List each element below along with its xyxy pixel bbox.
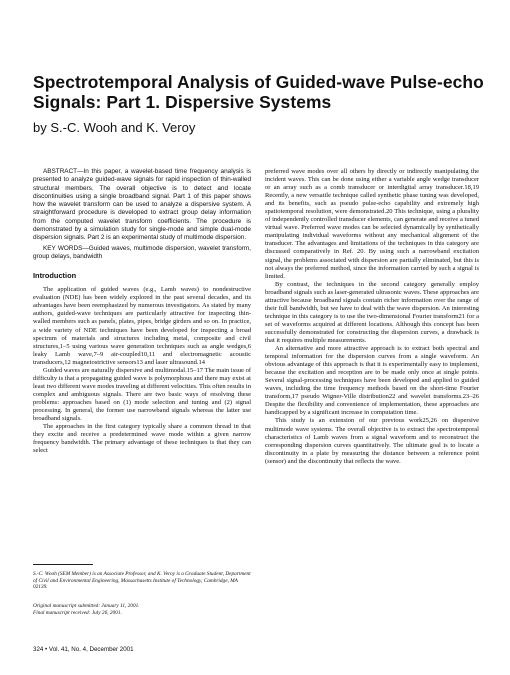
paper-title: Spectrotemporal Analysis of Guided-wave Pulse-echo Signals: Part 1. Dispersive Systems	[33, 72, 484, 112]
section-heading-introduction: Introduction	[33, 271, 77, 281]
intro-paragraph-2: Guided waves are naturally dispersive and multimodal.15–17 The main issue of difficulty is that a propagating guided wave is polymorphous and there may exist at least two different wave modes traveling at different velocities. This often results in complex and ambiguous signals. There are two basic ways of resolving these problems: approaches based on (1) mode selection and tuning and (2) signal processing. In general, the former use narrowband signals whereas the latter use broadband signals.	[33, 366, 251, 423]
right-paragraph-4: This study is an extension of our previous work25,26 on dispersive multimode wave systems. The overall objective is to extract the spectrotemporal characteristics of Lamb waves from a signal waveform and to reconstruct the corresponding dispersion curves quantitatively. The ultimate goal is to locate a discontinuity in a plate by measuring the distance between a reference point (sensor) and the discontinuity that reflects the wave.	[265, 417, 479, 465]
manuscript-dates	[33, 603, 251, 616]
manuscript-submitted: Original manuscript submitted: January 11, 2001.	[33, 603, 140, 609]
author-footnote: S.-C. Wooh (SEM Member) is an Associate Professor, and K. Veroy is a Graduate Student, Department of Civil and Environmental Engineering, Massachusetts Institute of Technology, Cambridge, MA 02139.	[33, 571, 251, 591]
paper-authors: by S.-C. Wooh and K. Veroy	[33, 120, 196, 135]
right-paragraph-1: preferred wave modes over all others by directly or indirectly manipulating the incident waves. This can be done using either a variable angle wedge transducer or an array such as a comb transducer or interdigital array transducer.18,19 Recently, a new versatile technique called synthetic phase tuning was developed, and its benefits, such as pseudo pulse-echo capability and extremely high spatiotemporal resolution, were demonstrated.20 This technique, using a plurality of independently controlled transducer elements, can generate and receive a tuned virtual wave. Preferred wave modes can be selected dynamically by synthetically manipulating individual waveforms without any mechanical alignment of the transducer. The advantages and limitations of the techniques in this category are discussed comparatively in Ref. 20. By using such a narrowband excitation signal, the problems associated with dispersion are partially eliminated, but this is not always the preferred method, since the information carried by such a signal is limited.	[265, 168, 479, 280]
intro-paragraph-3: The approaches in the first category typically share a common thread in that they excite and receive a predetermined wave mode within a given narrow frequency bandwidth. The primary advantage of these techniques is that they can select	[33, 423, 251, 455]
manuscript-received: Final manuscript received: July 26, 2001.	[33, 609, 122, 616]
right-column	[265, 168, 479, 466]
footnote-rule	[33, 564, 93, 565]
right-paragraph-3: An alternative and more attractive approach is to extract both spectral and temporal information for the dispersion curves from a single waveform. An obvious advantage of this approach is that it is experimentally easy to implement, because the excitation and reception are to be made only once at single points. Several signal-processing techniques have been developed and applied to guided waves, including the time frequency methods based on the short-time Fourier transform,17 pseudo Wigner-Ville distribution22 and wavelet transforms.23–26 Despite the flexibility and convenience of implementation, these approaches are handicapped by a significant increase in computation time.	[265, 345, 479, 417]
page-footer: 324 • Vol. 41, No. 4, December 2001	[33, 646, 134, 653]
intro-paragraph-1: The application of guided waves (e.g., Lamb waves) to nondestructive evaluation (NDE) has been widely explored in the past several decades, and its advantages have been reemphasized by numerous investigators. As stated by many authors, guided-wave techniques are particularly attractive for inspecting thin-walled members such as panels, plates, pipes, bridge girders and so on. In practice, a wide variety of NDE techniques have been developed for inspecting a broad spectrum of materials and structures including metal, composite and civil structures,1–5 using various wave generation techniques such as angle wedges,6 leaky Lamb wave,7–9 air-coupled10,11 and electromagnetic acoustic transducers,12 magnetostrictive sensors13 and laser ultrasound.14	[33, 286, 251, 366]
left-column	[33, 168, 251, 455]
abstract: ABSTRACT—In this paper, a wavelet-based time frequency analysis is presented to analyze guided-wave signals for rapid inspection of thin-walled structural members. The overall objective is to detect and locate discontinuities using a single broadband signal. Part 1 of this paper shows how the wavelet transform can be used to analyze a dispersive system. A straightforward procedure is developed to extract group delay information from the computed wavelet transform coefficients. The procedure is demonstrated by a simulation study for single-mode and simple dual-mode dispersion signals. Part 2 is an experimental study of multimode dispersion.	[33, 168, 251, 242]
keywords: KEY WORDS—Guided waves, multimode dispersion, wavelet transform, group delays, bandwidth	[33, 244, 251, 260]
right-paragraph-2: By contrast, the techniques in the second category generally employ broadband signals such as laser-generated ultrasonic waves. These approaches are attractive because broadband signals contain richer information over the range of their full bandwidth, but we have to deal with the wave dispersion. An interesting technique in this category is to use the two-dimensional Fourier transform21 for a set of waveforms acquired at different locations. Although this concept has been successfully demonstrated for constructing the dispersion curves, a drawback is that it requires multiple measurements.	[265, 280, 479, 344]
